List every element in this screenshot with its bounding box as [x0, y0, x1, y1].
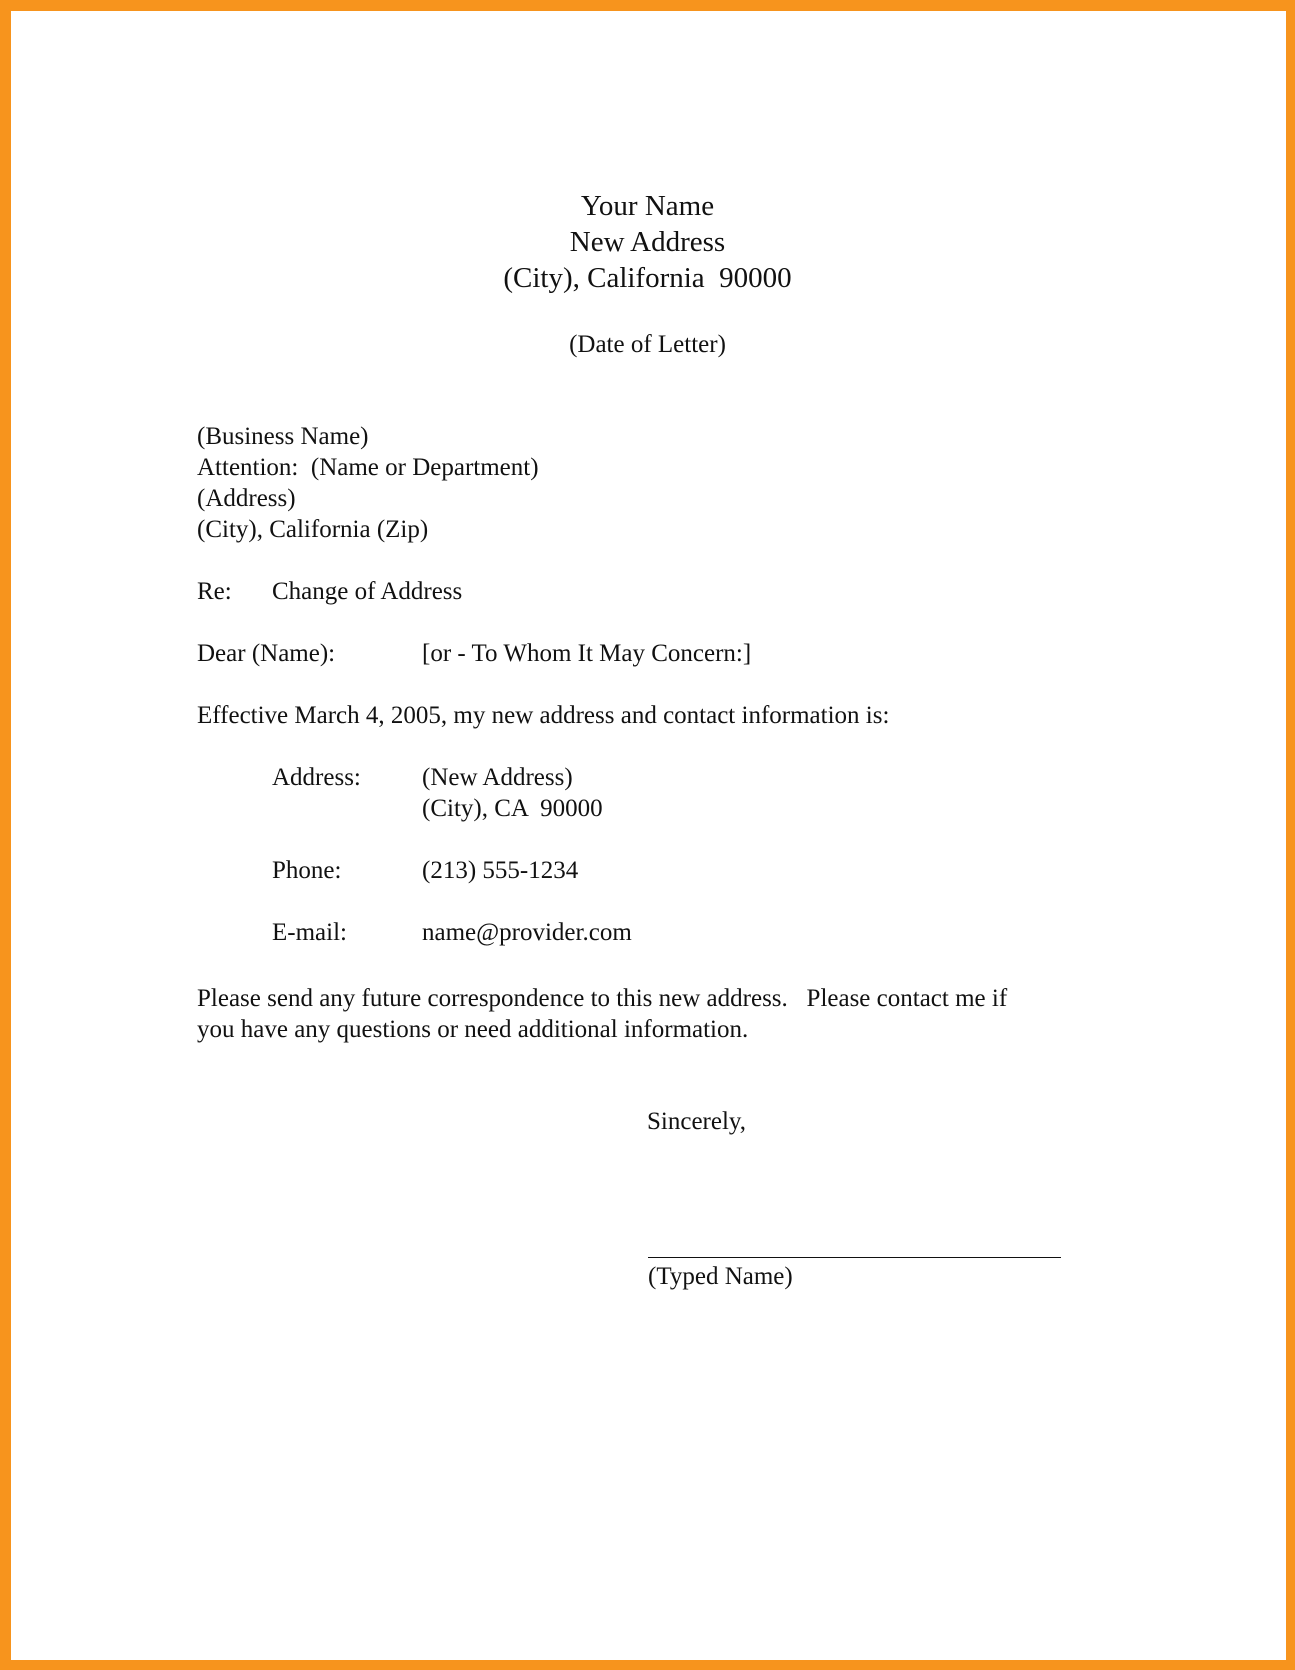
contact-address-line1: (New Address): [422, 764, 573, 791]
closing-paragraph-line2: you have any questions or need additional information.: [197, 1016, 749, 1043]
contact-email: name@provider.com: [422, 919, 632, 946]
typed-name: (Typed Name): [648, 1263, 793, 1290]
re-label: Re:: [197, 578, 232, 605]
signature-line: [648, 1257, 1061, 1258]
closing-salutation: Sincerely,: [647, 1108, 747, 1135]
letter-date: (Date of Letter): [569, 331, 726, 358]
intro-paragraph: Effective March 4, 2005, my new address and contact information is:: [197, 702, 890, 729]
contact-phone-label: Phone:: [272, 857, 342, 884]
sender-city-line: (City), California 90000: [503, 262, 792, 294]
recipient-address: (Address): [197, 485, 296, 512]
contact-email-label: E-mail:: [272, 919, 347, 946]
sender-address: New Address: [569, 226, 726, 258]
recipient-attention: Attention: (Name or Department): [197, 454, 539, 481]
recipient-business: (Business Name): [197, 423, 369, 450]
salutation-alternative: [or - To Whom It May Concern:]: [422, 640, 752, 667]
recipient-city-line: (City), California (Zip): [197, 516, 429, 543]
contact-address-label: Address:: [272, 764, 361, 791]
salutation: Dear (Name):: [197, 640, 336, 667]
sender-name: Your Name: [580, 190, 715, 222]
closing-paragraph-line1: Please send any future correspondence to this new address. Please contact me if: [197, 985, 1008, 1012]
contact-phone: (213) 555-1234: [422, 857, 579, 884]
contact-address-line2: (City), CA 90000: [422, 795, 603, 822]
re-subject: Change of Address: [272, 578, 463, 605]
